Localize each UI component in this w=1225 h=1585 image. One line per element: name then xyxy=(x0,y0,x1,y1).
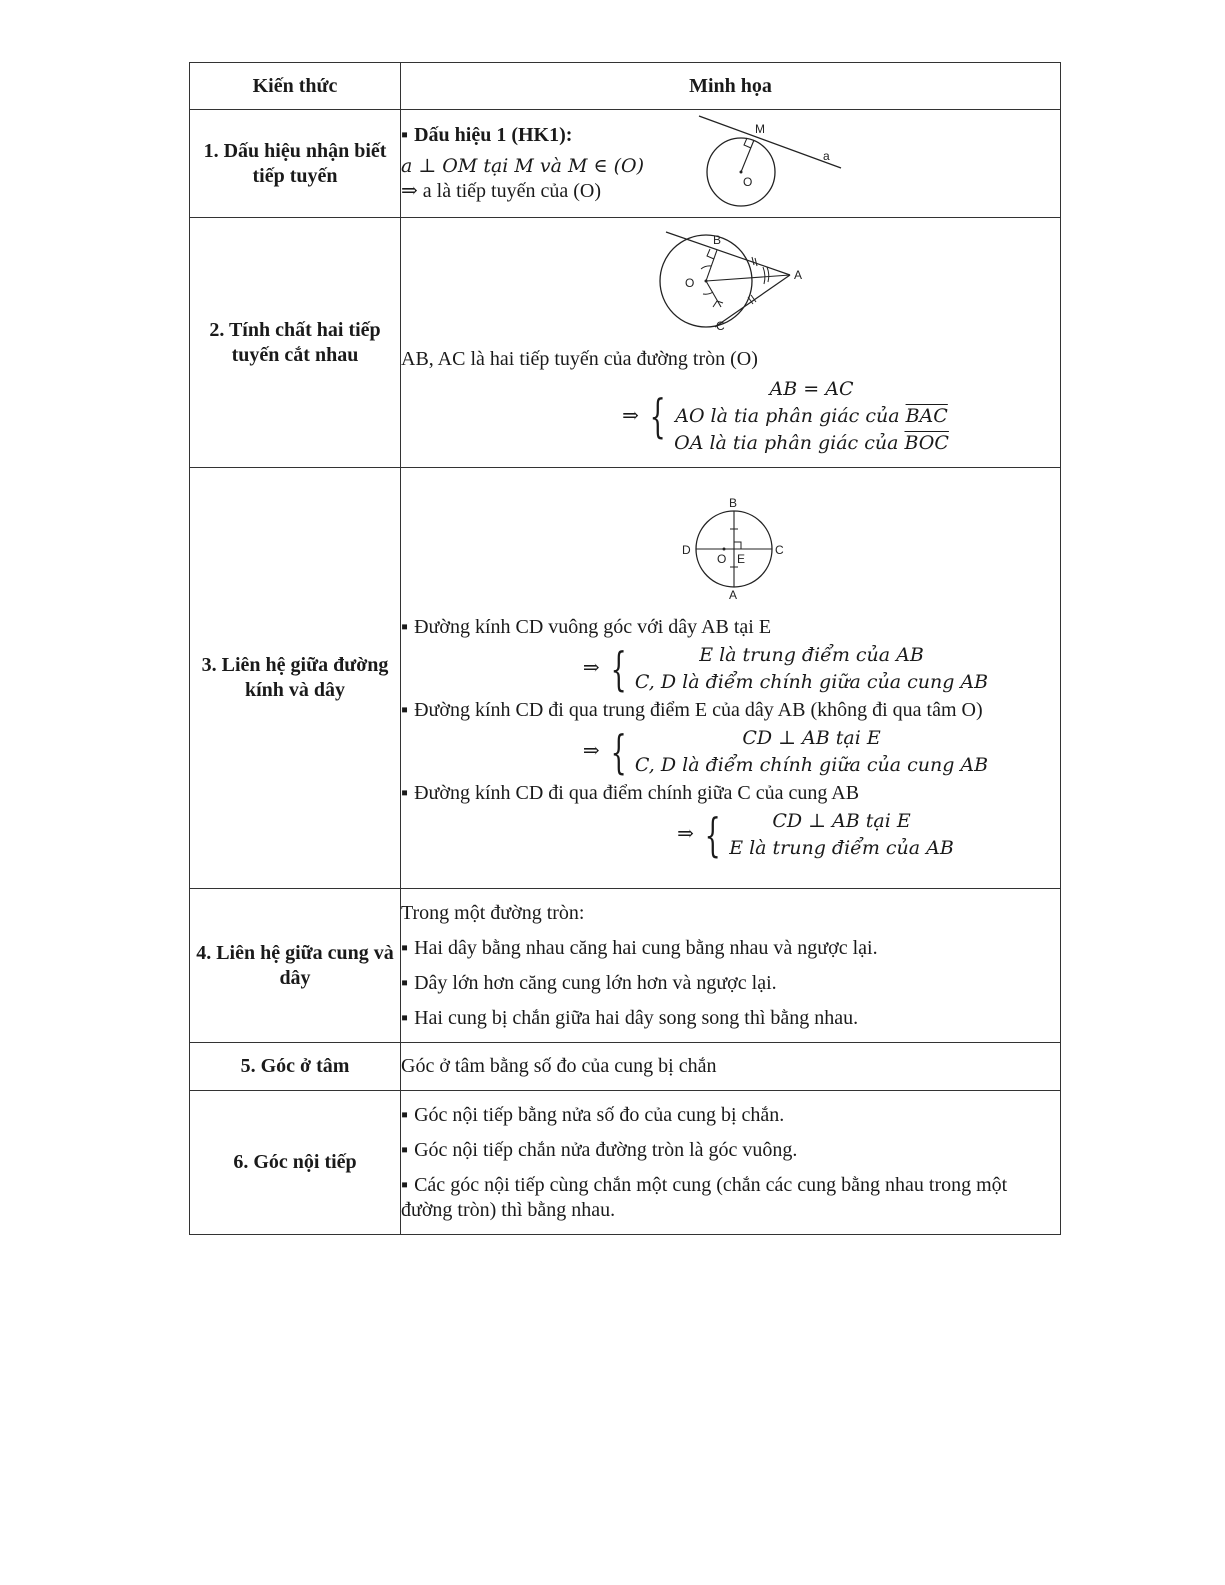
label-B: B xyxy=(729,496,738,510)
conclusion-text: ⇒ a là tiếp tuyến của (O) xyxy=(401,180,602,202)
two-tangents-figure xyxy=(656,229,816,333)
system-line: CD ⊥ AB tại E xyxy=(742,726,881,749)
label-a: a xyxy=(823,149,830,163)
table-row xyxy=(190,1091,1061,1235)
table-row xyxy=(190,218,1061,468)
illustration-4 xyxy=(401,889,1061,1043)
implies-symbol: ⇒ xyxy=(582,657,600,679)
illustration-5 xyxy=(401,1043,1061,1091)
system-line: E là trung điểm của AB xyxy=(699,643,924,666)
diameter-chord-figure xyxy=(679,497,789,601)
header-minh-hoa: Minh họa xyxy=(401,63,1061,110)
implies-symbol: ⇒ xyxy=(622,404,639,427)
header-kien-thuc: Kiến thức xyxy=(190,63,401,110)
angle-label: $\overline{BOC}$ xyxy=(904,431,949,454)
table-row xyxy=(190,468,1061,889)
system-line: AB = AC xyxy=(769,377,854,400)
tangents-system xyxy=(511,376,1060,457)
central-angle-text: Góc ở tâm bằng số đo của cung bị chắn xyxy=(401,1055,717,1077)
topic-text: 3. Liên hệ giữa đường kính và dây xyxy=(201,654,389,701)
illustration-1 xyxy=(401,110,1061,218)
intro-text: Trong một đường tròn: xyxy=(401,902,585,924)
system-line: OA là tia phân giác của $\overline{BOC}$ xyxy=(674,431,949,454)
topic-text: 5. Góc ở tâm xyxy=(240,1055,350,1077)
bullet-text: ▪ Đường kính CD đi qua trung điểm E của dây AB (không đi qua tâm O) xyxy=(401,698,1060,723)
bullet-text: ▪ Đường kính CD vuông góc với dây AB tại E xyxy=(401,615,1060,640)
system-line: C, D là điểm chính giữa của cung AB xyxy=(634,753,989,776)
implies-symbol: ⇒ xyxy=(582,740,600,762)
implies-symbol: ⇒ xyxy=(677,823,694,845)
label-O: O xyxy=(743,175,753,189)
bullet-text: ▪ Góc nội tiếp chắn nửa đường tròn là góc vuông. xyxy=(401,1138,1060,1163)
system-line: E là trung điểm của AB xyxy=(729,836,954,859)
system-line: CD ⊥ AB tại E xyxy=(772,809,911,832)
topic-text: 2. Tính chất hai tiếp tuyến cắt nhau xyxy=(209,318,381,366)
system-line: C, D là điểm chính giữa của cung AB xyxy=(634,670,989,693)
tangents-statement: AB, AC là hai tiếp tuyến của đường tròn (O) xyxy=(401,347,758,370)
brace: { xyxy=(610,641,627,696)
illustration-3 xyxy=(401,468,1061,889)
angle-label: $\overline{BAC}$ xyxy=(905,404,948,427)
topic-2 xyxy=(190,218,401,468)
bullet-text: ▪ Góc nội tiếp bằng nửa số đo của cung bị chắn. xyxy=(401,1103,1060,1128)
bullet-text: ▪ Dây lớn hơn căng cung lớn hơn và ngược lại. xyxy=(401,970,1060,996)
label-C: C xyxy=(716,318,725,333)
illustration-6 xyxy=(401,1091,1061,1235)
table-row xyxy=(190,889,1061,1043)
tangent-figure xyxy=(691,112,851,212)
system-2 xyxy=(511,725,1060,779)
label-C: C xyxy=(775,542,784,557)
topic-text: 1. Dấu hiệu nhận biết tiếp tuyến xyxy=(203,139,387,187)
topic-6 xyxy=(190,1091,401,1235)
topic-5 xyxy=(190,1043,401,1091)
system-3 xyxy=(571,808,1060,862)
topic-1 xyxy=(190,110,401,218)
bullet-text: ▪ Hai dây bằng nhau căng hai cung bằng nhau và ngược lại. xyxy=(401,935,1060,961)
topic-4 xyxy=(190,889,401,1043)
label-E: E xyxy=(737,551,746,566)
label-A: A xyxy=(729,587,738,601)
topic-text: 6. Góc nội tiếp xyxy=(233,1151,357,1173)
topic-text: 4. Liên hệ giữa cung và dây xyxy=(196,941,394,989)
table-row xyxy=(190,110,1061,218)
label-B: B xyxy=(713,232,722,247)
label-M: M xyxy=(755,122,765,136)
condition-text: a ⊥ OM tại M và M ∈ (O) xyxy=(401,155,645,177)
label-A: A xyxy=(794,267,803,282)
illustration-2 xyxy=(401,218,1061,468)
label-O: O xyxy=(717,551,727,566)
label-D: D xyxy=(682,542,691,557)
table-row xyxy=(190,1043,1061,1091)
bullet-text: ▪ Dấu hiệu 1 (HK1): xyxy=(401,123,1060,148)
brace: { xyxy=(649,389,666,443)
system-1 xyxy=(511,642,1060,696)
bullet-text: ▪ Đường kính CD đi qua điểm chính giữa C của cung AB xyxy=(401,781,1060,806)
topic-3 xyxy=(190,468,401,889)
brace: { xyxy=(610,724,627,779)
knowledge-table xyxy=(189,62,1061,1235)
brace: { xyxy=(704,807,721,862)
bullet-text: ▪ Hai cung bị chắn giữa hai dây song song thì bằng nhau. xyxy=(401,1005,1060,1031)
system-line: AO là tia phân giác của $\overline{BAC}$ xyxy=(675,404,948,427)
bullet-text: ▪ Các góc nội tiếp cùng chắn một cung (chắn các cung bằng nhau trong một đường tròn) thì bằng nhau. xyxy=(401,1173,1060,1223)
table-header-row xyxy=(190,63,1061,110)
label-O: O xyxy=(685,275,695,290)
